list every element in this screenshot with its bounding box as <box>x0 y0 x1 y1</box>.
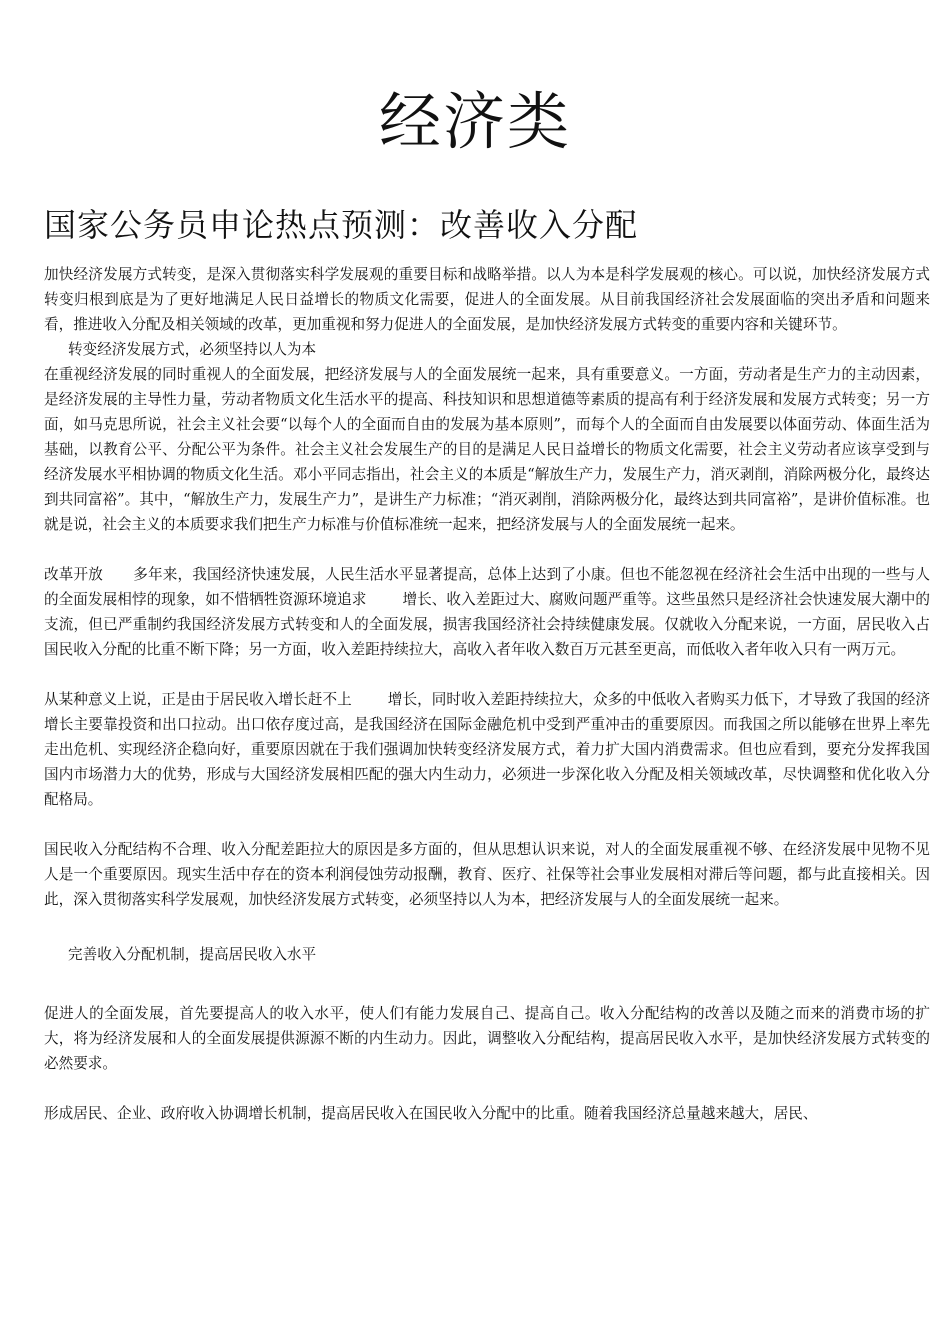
paragraph-5: 国民收入分配结构不合理、收入分配差距拉大的原因是多方面的，但从思想认识来说，对人的全面发展重视不够、在经济发展中见物不见人是一个重要原因。现实生活中存在的资本利润侵蚀劳动报酬，教育、医疗、社保等社会事业发展相对滞后等问题，都与此直接相关。因此，深入贯彻落实科学发展观，加快经济发展方式转变，必须坚持以人为本，把经济发展与人的全面发展统一起来。 <box>44 841 930 908</box>
paragraph-intro: 加快经济发展方式转变，是深入贯彻落实科学发展观的重要目标和战略举措。以人为本是科学发展观的核心。可以说，加快经济发展方式转变归根到底是为了更好地满足人民日益增长的物质文化需要，促进人的全面发展。从目前我国经济社会发展面临的突出矛盾和问题来看，推进收入分配及相关领域的改革，更加重视和努力促进人的全面发展，是加快经济发展方式转变的重要内容和关键环节。 <box>44 266 930 333</box>
paragraph-3 <box>44 562 930 662</box>
paragraph-spacer <box>44 812 930 837</box>
paragraph-2: 在重视经济发展的同时重视人的全面发展，把经济发展与人的全面发展统一起来，具有重要意义。一方面，劳动者是生产力的主动因素，是经济发展的主导性力量，劳动者物质文化生活水平的提高、科技知识和思想道德等素质的提高有利于经济发展和发展方式转变；另一方面，如马克思所说，社会主义社会要“以每个人的全面而自由的发展为基本原则”，而每个人的全面而自由发展要以体面劳动、体面生活为基础，以教育公平、分配公平为条件。社会主义社会发展生产的目的是满足人民日益增长的物质文化需要，社会主义劳动者应该享受到与经济发展水平相协调的物质文化生活。邓小平同志指出，社会主义的本质是“解放生产力，发展生产力，消灭剥削，消除两极分化，最终达到共同富裕”。其中，“解放生产力，发展生产力”，是讲生产力标准；“消灭剥削，消除两极分化，最终达到共同富裕”，是讲价值标准。也就是说，社会主义的本质要求我们把生产力标准与价值标准统一起来，把经济发展与人的全面发展统一起来。 <box>44 366 930 533</box>
paragraph-3-part-b: 多年来，我国经济快速发展，人民生活水平显著提高，总体上达到了小康。但也不能忽视在经济社会生活中出现的一些与人的全面发展相悖的现象，如不惜牺牲资源环境追求 <box>44 566 930 608</box>
paragraph-spacer <box>44 967 930 1001</box>
paragraph-4-part-a: 从某种意义上说，正是由于居民收入增长赶不上 <box>44 691 352 708</box>
paragraph-3-part-a: 改革开放 <box>44 566 104 583</box>
paragraph-spacer <box>44 912 930 942</box>
paragraph-spacer <box>44 662 930 687</box>
paragraph-4-part-b: 增长，同时收入差距持续拉大，众多的中低收入者购买力低下，才导致了我国的经济增长主要靠投资和出口拉动。出口依存度过高，是我国经济在国际金融危机中受到严重冲击的重要原因。而我国之所以能够在世界上率先走出危机、实现经济企稳向好，重要原因就在于我们强调加快转变经济发展方式，着力扩大国内消费需求。但也应看到，要充分发挥我国国内市场潜力大的优势，形成与大国经济发展相匹配的强大内生动力，必须进一步深化收入分配及相关领域改革，尽快调整和优化收入分配格局。 <box>44 691 930 808</box>
paragraph-4 <box>44 687 930 812</box>
section-heading-1: 转变经济发展方式，必须坚持以人为本 <box>68 341 317 358</box>
paragraph-6: 促进人的全面发展，首先要提高人的收入水平，使人们有能力发展自己、提高自己。收入分配结构的改善以及随之而来的消费市场的扩大，将为经济发展和人的全面发展提供源源不断的内生动力。因此，调整收入分配结构，提高居民收入水平，是加快经济发展方式转变的必然要求。 <box>44 1005 930 1072</box>
section-heading-2: 完善收入分配机制，提高居民收入水平 <box>68 946 317 963</box>
paragraph-spacer <box>44 1076 930 1101</box>
page-title: 经济类 <box>378 85 571 158</box>
paragraph-3-part-c: 增长、收入差距过大、腐败问题严重等。这些虽然只是经济社会快速发展大潮中的支流，但已严重制约我国经济发展方式转变和人的全面发展，损害我国经济社会持续健康发展。仅就收入分配来说，一方面，居民收入占国民收入分配的比重不断下降；另一方面，收入差距持续拉大，高收入者年收入数百万元甚至更高，而低收入者年收入只有一两万元。 <box>44 591 930 658</box>
article-body <box>44 262 930 1126</box>
paragraph-spacer <box>44 537 930 562</box>
article-title: 国家公务员申论热点预测：改善收入分配 <box>44 206 639 244</box>
paragraph-7: 形成居民、企业、政府收入协调增长机制，提高居民收入在国民收入分配中的比重。随着我国经济总量越来越大，居民、 <box>44 1105 818 1122</box>
